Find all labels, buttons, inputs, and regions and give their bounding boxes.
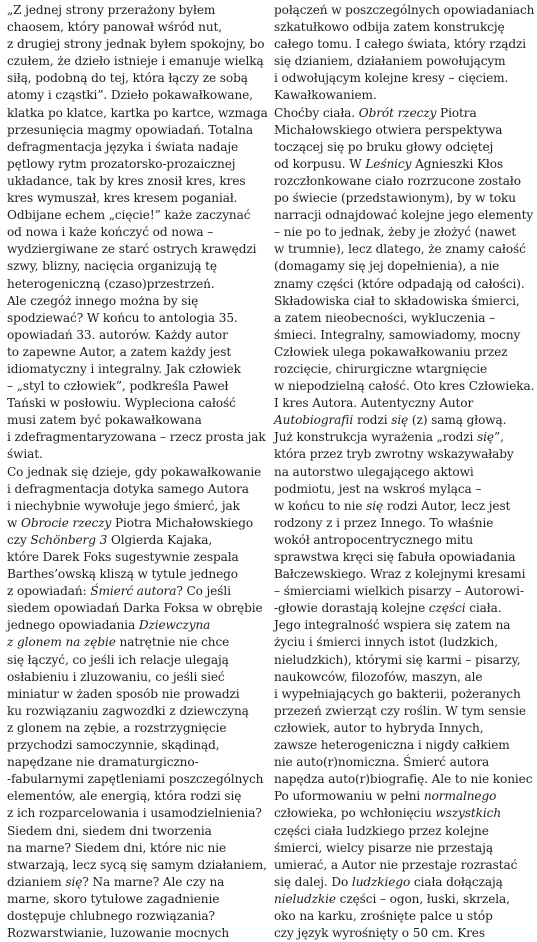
text-line: miniatur w żaden sposób nie prowadzi [7,686,240,701]
text-column-left [7,2,268,941]
text-line: Człowiek ulega pokawałkowaniu przez [274,344,508,359]
text-line: Choćby ciała. Obrót rzeczy Piotra [274,105,477,120]
text-line: sprawstwa kręci się fabuła opowiadania [274,550,516,564]
text-line: przychodzi samoczynnie, skądinąd, [7,738,220,753]
text-line: siłą, podobną do tej, która łączy ze sobą [7,71,248,86]
text-line: od nowa i każe kończyć od nowa – [7,225,214,240]
text-line: stwarzają, lecz sycą się samym działaniem, [7,857,267,872]
paragraph [274,105,535,942]
text-line: – śmierciami wielkich pisarzy – Autorowi- [274,584,524,599]
text-line: chaosem, który panował wśród nut, [7,20,223,35]
text-line: z glonem na zębie natrętnie nie chce [7,635,230,650]
text-line: przezeń zwierząt czy roślin. W tym sensie [274,703,526,718]
text-line: napędzane nie dramaturgiczno- [7,755,199,770]
text-line: Bałczewskiego. Wraz z kolejnymi kresami [274,567,526,582]
text-line: z glonem na zębie, a rozstrzygnięcie [7,720,227,735]
text-line: układance, tak by kres znosił kres, kres [7,173,246,188]
text-line: i odwołującym kolejne kresy – cięciem. [274,71,509,86]
text-line: części ciała ludzkiego przez kolejne [274,823,489,838]
paragraph [274,2,535,105]
text-line: w niepodzielną całość. Oto kres Człowieka. [274,379,535,394]
text-line: Michałowskiego otwiera perspektywa [274,122,503,137]
text-line: ku rozwiązaniu zagwozdki z dziewczyną [7,703,249,718]
text-line: pętlowy rytm prozatorsko-prozaicznej [7,156,236,171]
text-line: rozczłonkowane ciało rozrzucone zostało [274,173,521,188]
text-line: defragmentacja języka i świata nadaje [7,139,239,154]
text-line: Kawałkowaniem. [274,88,377,103]
text-line: czułem, że dzieło istnieje i emanuje wielką [7,54,264,69]
text-line: (domagamy się jej dopełnienia), a nie [274,259,500,274]
text-line: przesunięcia magmy opowiadań. Totalna [7,122,253,137]
text-line: Po uformowaniu w pełni normalnego [274,789,497,804]
text-line: nieludzkie części – ogon, łuski, skrzela, [274,891,510,906]
text-line: osłabieniu i zluzowaniu, co jeśli sieć [7,669,225,684]
text-line: oko na karku, zrośnięte palce u stóp [274,908,493,923]
text-line: -głowie dorastają kolejne części ciała. [274,601,502,616]
text-line: idiomatyczny i integralny. Jak człowiek [7,361,241,376]
text-line: wydziergiwane ze starć ostrych krawędzi [7,242,257,257]
text-line: człowiek, autor to hybryda Innych, [274,720,484,735]
text-line: siedem opowiadań Darka Foksa w obrębie [7,601,263,616]
text-line: człowieka, po wchłonięciu wszystkich [274,806,502,821]
text-line: musi zatem być pokawałkowana [7,413,202,428]
text-line: nieludzkich), którymi się karmi – pisarzy, [274,652,521,667]
text-line: -fabularnymi zapętleniami poszczególnych [7,772,264,787]
text-line: się dzianiem, działaniem powołującym [274,54,506,69]
text-line: od korpusu. W Leśnicy Agnieszki Kłos [274,156,504,171]
text-line: spodziewać? W końcu to antologia 35. [7,310,238,325]
text-line: kres wymuszał, kres kresem poganiał. [7,191,238,206]
text-line: i niechybnie wywołuje jego śmierć, jak [7,498,240,513]
text-line: dzianiem się? Na marne? Ale czy na [7,874,225,889]
text-line: opowiadań 33. autorów. Każdy autor [7,327,228,342]
text-line: Siedem dni, siedem dni tworzenia [7,823,212,838]
text-line: które Darek Foks sugestywnie zespala [7,550,239,564]
text-line: heterogeniczną (czaso)przestrzeń. [7,276,215,291]
text-line: i wypełniających go bakterii, pożeranych [274,686,521,701]
text-line: życiu i śmierci innych istot (ludzkich, [274,635,498,650]
text-line: która przez tryb zwrotny wskazywałaby [274,447,514,462]
text-line: rozcięcie, chirurgiczne wtargnięcie [274,361,488,376]
text-line: połączeń w poszczególnych opowiadaniach [274,3,535,17]
text-line: śmieci. Integralny, samowiadomy, mocny [274,327,521,342]
text-line: elementów, ale energią, która rodzi się [7,789,242,804]
text-column-right [274,2,535,941]
text-line: szwy, blizny, nacięcia organizują tę [7,259,217,274]
text-line: klatka po klatce, kartka po kartce, wzmaga [7,105,268,120]
paragraph [7,464,267,942]
text-line: Ale czegóż innego można by się [7,293,199,308]
text-line: to zapewne Autor, a zatem każdy jest [7,344,232,359]
text-line: – „styl to człowiek”, podkreśla Paweł [7,379,229,394]
text-line: napędza auto(r)biografię. Ale to nie koniec [274,772,533,787]
text-line: znamy części (które odpadają od całości). [274,276,525,291]
text-line: narracji odnajdować kolejne jego elementy [274,208,534,223]
text-line: czy język wyrośnięty o 50 cm. Kres [274,926,485,941]
text-line: śmierci, wielcy pisarze nie przestają [274,840,493,855]
text-line: i zdefragmentaryzowana – rzecz prosta jak [7,430,266,445]
paragraph [7,2,268,464]
text-line: z ich rozparcelowania i usamodzielnienia? [7,806,262,821]
text-line: się dalej. Do ludzkiego ciała dołączają [274,874,503,889]
text-line: się łączyć, co jeśli ich relacje ulegają [7,652,229,667]
text-line: Jego integralność wspiera się zatem na [274,618,511,633]
text-line: z opowiadań: Śmierć autora? Co jeśli [7,584,231,599]
text-line: na autorstwo ulegającego aktowi [274,464,474,479]
text-line: podmiotu, jest na wskroś myląca – [274,481,482,496]
text-line: czy Schönberg 3 Olgierda Kajaka, [7,532,213,547]
text-line: rodzony z i przez Innego. To właśnie [274,515,494,530]
text-line: Składowiska ciał to składowiska śmierci, [274,293,520,308]
text-line: szkatułkowo odbija zatem konstrukcję [274,20,505,35]
text-line: w Obrocie rzeczy Piotra Michałowskiego [7,515,254,530]
text-line: Barthes’owską kliszą w tytule jednego [7,567,238,582]
text-line: toczącej się po bruku głowy odciętej [274,139,494,154]
text-line: marne, skoro tytułowe zagadnienie [7,891,220,906]
text-line: Już konstrukcja wyrażenia „rodzi się”, [274,430,504,445]
text-line: Autobiografii rodzi się (z) samą głową. [274,413,507,428]
text-line: atomy i cząstki”. Dzieło pokawałkowane, [7,88,253,103]
text-line: I kres Autora. Autentyczny Autor [274,396,474,411]
text-line: jednego opowiadania Dziewczyna [7,618,211,633]
text-line: Rozwarstwianie, luzowanie mocnych [7,926,230,941]
text-line: „Z jednej strony przerażony byłem [7,3,216,17]
text-line: na marne? Siedem dni, które nic nie [7,840,227,855]
text-line: w końcu to nie się rodzi Autor, lecz jest [274,498,511,513]
text-line: świat. [7,447,43,462]
text-line: a zatem nieobecności, wykluczenia – [274,310,496,325]
text-line: – nie po to jednak, żeby je złożyć (nawet [274,225,517,240]
text-line: w trumnie), lecz dlatego, że znamy całość [274,242,526,257]
text-line: i defragmentacja dotyka samego Autora [7,481,249,496]
text-line: nie auto(r)nomiczna. Śmierć autora [274,755,490,770]
text-line: Co jednak się dzieje, gdy pokawałkowanie [7,464,262,479]
text-line: po świecie (przedstawionym), by w toku [274,191,516,206]
text-line: naukowców, filozofów, maszyn, ale [274,669,483,684]
text-line: całego tomu. I całego świata, który rządzi [274,37,527,52]
text-line: wokół antropocentrycznego mitu [274,532,474,547]
text-line: Tański w posłowiu. Wypleciona całość [7,396,236,411]
text-line: Odbijane echem „cięcie!” każe zaczynać [7,208,251,223]
text-line: dostępuje chlubnego rozwiązania? [7,908,215,923]
text-line: zawsze heterogeniczna i nigdy całkiem [274,738,510,753]
text-line: z drugiej strony jednak byłem spokojny, bo [7,37,265,52]
text-line: umierać, a Autor nie przestaje rozrastać [274,857,518,872]
